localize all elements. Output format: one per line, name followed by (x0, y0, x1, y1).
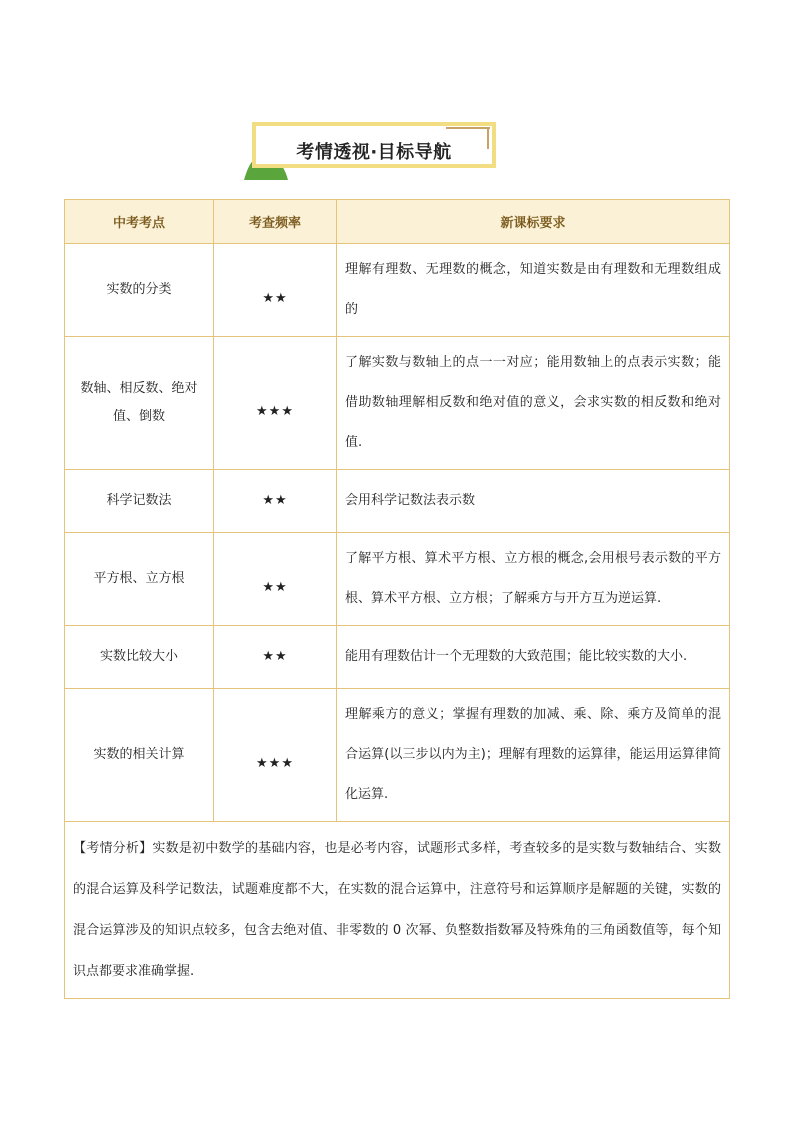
topic-cell: 科学记数法 (65, 470, 214, 533)
requirement-cell: 能用有理数估计一个无理数的大致范围；能比较实数的大小. (337, 626, 730, 689)
requirement-cell: 了解实数与数轴上的点一一对应；能用数轴上的点表示实数；能借助数轴理解相反数和绝对值的意义，会求实数的相反数和绝对值. (337, 337, 730, 470)
frequency-stars: ★★ (214, 470, 337, 533)
topic-cell: 实数的分类 (65, 244, 214, 337)
topic-cell: 实数的相关计算 (65, 689, 214, 822)
frequency-stars: ★★ (214, 533, 337, 626)
table-row (65, 470, 730, 533)
table-row (65, 244, 730, 337)
requirement-cell: 理解有理数、无理数的概念，知道实数是由有理数和无理数组成的 (337, 244, 730, 337)
banner-title: 考情透视·目标导航 (296, 142, 452, 163)
table-row (65, 626, 730, 689)
exam-topics-table (64, 199, 730, 999)
topic-cell: 数轴、相反数、绝对值、倒数 (65, 337, 214, 470)
requirement-cell: 理解乘方的意义；掌握有理数的加减、乘、除、乘方及简单的混合运算(以三步以内为主)；理解有理数的运算律，能运用运算律简化运算. (337, 689, 730, 822)
table-row (65, 533, 730, 626)
exam-analysis-text: 【考情分析】实数是初中数学的基础内容，也是必考内容，试题形式多样，考查较多的是实数与数轴结合、实数的混合运算及科学记数法，试题难度都不大，在实数的混合运算中，注意符号和运算顺序是解题的关键，实数的混合运算涉及的知识点较多，包含去绝对值、非零数的 0 次幂、负整数指数幂及特殊角的三角函数值等，每个知识点都要求准确掌握. (65, 822, 730, 999)
banner-decor-line (446, 127, 490, 129)
header-requirement: 新课标要求 (337, 200, 730, 244)
section-banner (244, 118, 504, 180)
table-row (65, 337, 730, 470)
banner-decor-line-vertical (487, 127, 489, 149)
frequency-stars: ★★ (214, 626, 337, 689)
header-frequency: 考查频率 (214, 200, 337, 244)
frequency-stars: ★★ (214, 244, 337, 337)
topic-cell: 平方根、立方根 (65, 533, 214, 626)
topic-cell: 实数比较大小 (65, 626, 214, 689)
header-topic: 中考考点 (65, 200, 214, 244)
analysis-row (65, 822, 730, 999)
table-header-row (65, 200, 730, 244)
frequency-stars: ★★★ (214, 337, 337, 470)
frequency-stars: ★★★ (214, 689, 337, 822)
table-row (65, 689, 730, 822)
requirement-cell: 会用科学记数法表示数 (337, 470, 730, 533)
requirement-cell: 了解平方根、算术平方根、立方根的概念,会用根号表示数的平方根、算术平方根、立方根；了解乘方与开方互为逆运算. (337, 533, 730, 626)
